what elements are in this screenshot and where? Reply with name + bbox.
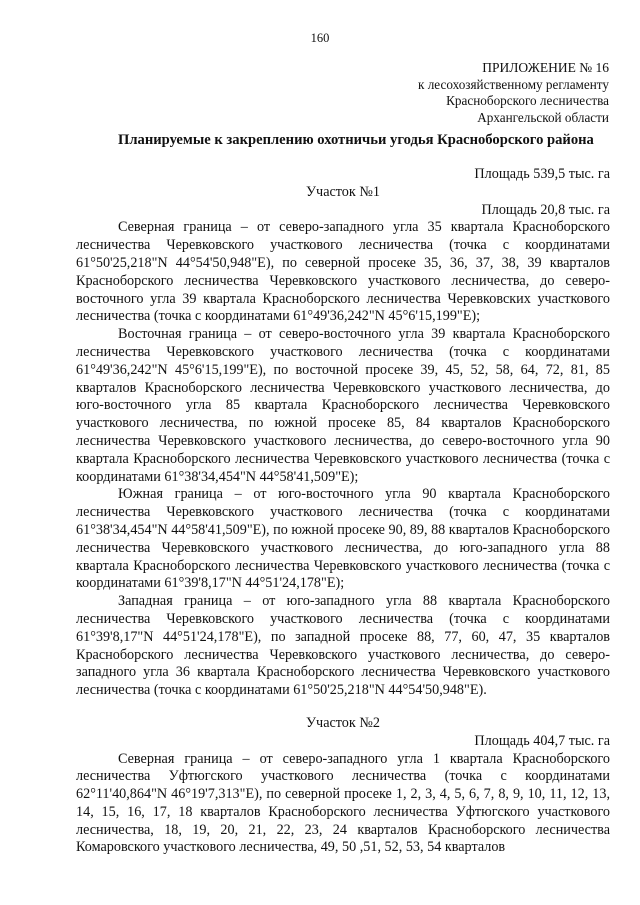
section-heading: Участок №1	[306, 183, 380, 200]
appendix-line: к лесохозяйственному регламенту	[418, 76, 609, 92]
appendix-line: Красноборского лесничества	[446, 93, 609, 108]
document-body	[76, 166, 610, 857]
document-title: Планируемые к закреплению охотничьи угодья Красноборского района	[118, 132, 594, 148]
page-number: 160	[310, 31, 330, 45]
section-gap	[76, 700, 610, 715]
section-area: Площадь 404,7 тыс. га	[474, 732, 610, 749]
appendix-block	[418, 60, 609, 126]
boundary-paragraph: Северная граница – от северо-западного угла 35 квартала Красноборского лесничества Черевковского участкового лесничества (точка с координатами 61°50'25,218"N 44°54'50,948"E), по северной просеке 35, 36, 37, 38, 39 кварталов Красноборского лесничества Черевковского участкового лесничества, до северо-восточного угла 39 квартала Красноборского лесничества Черевковских участкового лесничества (точка с координатами 61°49'36,242"N 45°6'15,199"E);	[76, 219, 610, 325]
section-heading: Участок №2	[306, 714, 380, 731]
section-area: Площадь 20,8 тыс. га	[481, 201, 610, 218]
boundary-paragraph: Западная граница – от юго-западного угла 88 квартала Красноборского лесничества Черевковского участкового лесничества (точка с координатами 61°39'8,17"N 44°51'24,178"E), по западной просеке 88, 77, 60, 47, 35 кварталов Красноборского лесничества Черевковского участкового лесничества, до северо-западного угла 36 квартала Красноборского лесничества Черевковского участкового лесничества (точка с координатами 61°50'25,218"N 44°54'50,948"E).	[76, 593, 610, 699]
total-area: Площадь 539,5 тыс. га	[474, 166, 610, 182]
boundary-paragraph: Северная граница – от северо-западного угла 1 квартала Красноборского лесничества Уфтюгского участкового лесничества (точка с координатами 62°11'40,864"N 46°19'7,313"E), по северной просеке 1, 2, 3, 4, 5, 6, 7, 8, 9, 10, 11, 12, 13, 14, 15, 16, 17, 18 кварталов Красноборского лесничества Уфтюгского участкового лесничества, 18, 19, 20, 21, 22, 23, 24 кварталов Красноборского лесничества Комаровского участкового лесничества, 49, 50 ,51, 52, 53, 54 кварталов	[76, 750, 610, 856]
boundary-paragraph: Южная граница – от юго-восточного угла 90 квартала Красноборского лесничества Черевковского участкового лесничества (точка с координатами 61°38'34,454"N 44°58'41,509"E), по южной просеке 90, 89, 88 кварталов Красноборского лесничества Черевковского участкового лесничества, до юго-западного угла 88 квартала Красноборского лесничества Черевковского участкового лесничества (точка с координатами 61°39'8,17"N 44°51'24,178"E);	[76, 486, 610, 592]
appendix-line: Архангельской области	[477, 109, 609, 125]
boundary-paragraph: Восточная граница – от северо-восточного угла 39 квартала Красноборского лесничества Черевковского участкового лесничества (точка с координатами 61°49'36,242"N 45°6'15,199"E), по восточной просеке 39, 45, 52, 58, 64, 72, 81, 85 кварталов Красноборского лесничества Черевковского участкового лесничества, до юго-восточного угла 85 квартала Красноборского лесничества Черевковского участкового лесничества, по южной просеке 85, 84 кварталов Красноборского лесничества Черевковского участкового лесничества, до северо-восточного угла 90 квартала Красноборского лесничества Черевковского участкового лесничества (точка с координатами 61°38'34,454"N 44°58'41,509"E);	[76, 326, 610, 485]
appendix-title: ПРИЛОЖЕНИЕ № 16	[482, 60, 609, 75]
